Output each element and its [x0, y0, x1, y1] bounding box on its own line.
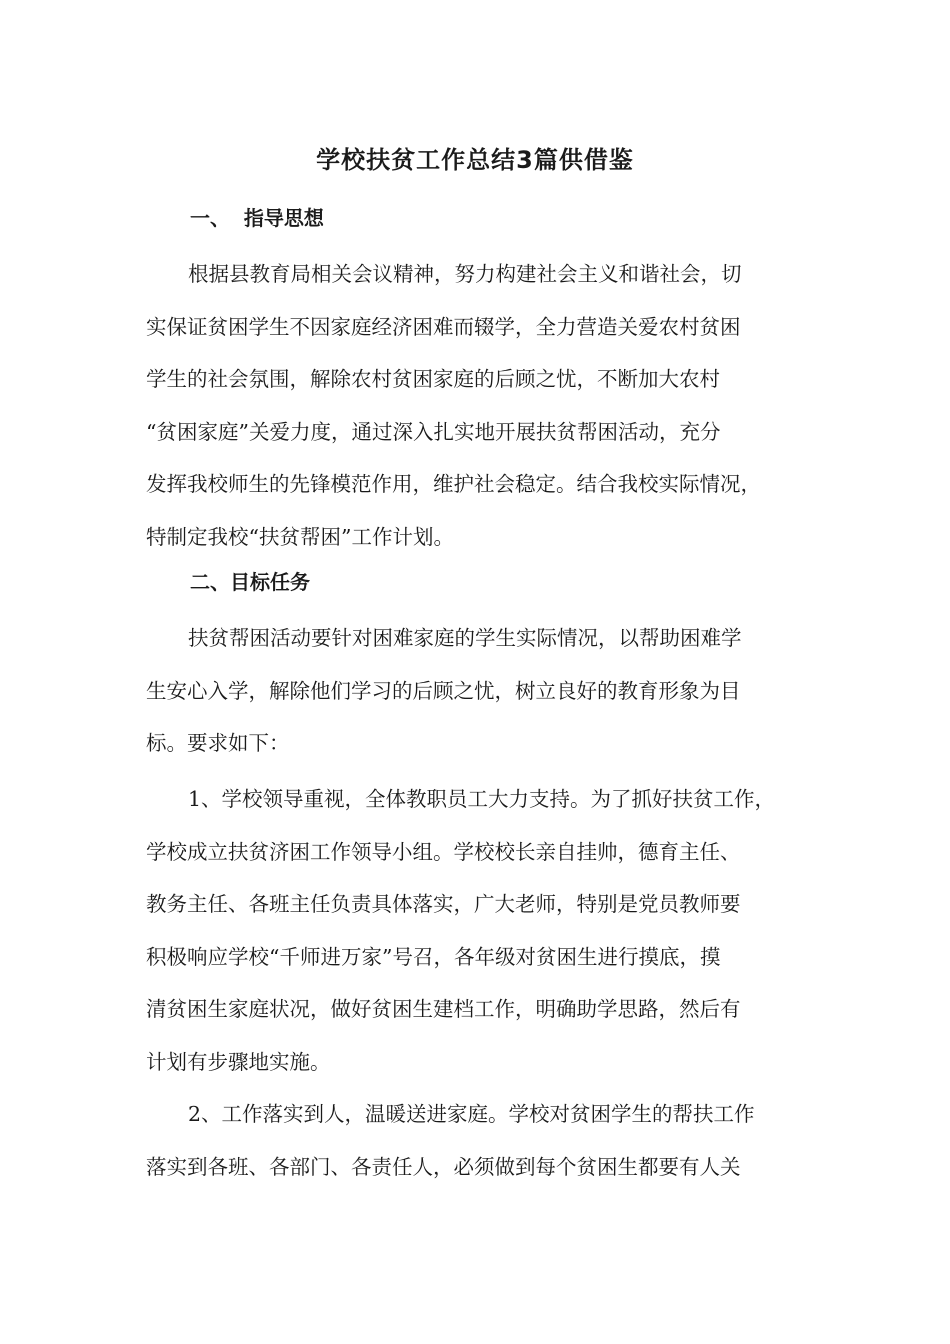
paragraph-line: 学生的社会氛围，解除农村贫困家庭的后顾之忧，不断加大农村: [146, 367, 720, 392]
paragraph-goals-intro: [146, 612, 816, 770]
section-heading-goals: 二、目标任务: [190, 570, 310, 594]
paragraph-line: 根据县教育局相关会议精神，努力构建社会主义和谐社会，切: [188, 262, 742, 286]
paragraph-guiding-ideology: [146, 248, 816, 564]
paragraph-line: 1、学校领导重视，全体教职员工大力支持。为了抓好扶贫工作，: [188, 787, 776, 811]
paragraph-item-1: [146, 773, 816, 1089]
section-heading-guiding-ideology: 一、 指导思想: [190, 206, 324, 230]
paragraph-line: 清贫困生家庭状况，做好贫困生建档工作，明确助学思路，然后有: [146, 997, 741, 1022]
paragraph-line: 计划有步骤地实施。: [146, 1049, 331, 1074]
paragraph-line: 发挥我校师生的先锋模范作用，维护社会稳定。结合我校实际情况，: [146, 472, 761, 497]
paragraph-line: 标。要求如下：: [146, 731, 290, 756]
paragraph-line: 学校成立扶贫济困工作领导小组。学校校长亲自挂帅，德育主任、: [146, 839, 741, 864]
document-title: 学校扶贫工作总结3篇供借鉴: [316, 146, 634, 174]
paragraph-line: “贫困家庭”关爱力度，通过深入扎实地开展扶贫帮困活动，充分: [146, 419, 721, 444]
paragraph-line: 扶贫帮困活动要针对困难家庭的学生实际情况，以帮助困难学: [188, 626, 742, 650]
paragraph-item-2: [146, 1088, 816, 1193]
paragraph-line: 教务主任、各班主任负责具体落实，广大老师，特别是党员教师要: [146, 892, 741, 917]
paragraph-line: 积极响应学校“千师进万家”号召，各年级对贫困生进行摸底，摸: [146, 944, 721, 969]
paragraph-line: 2、工作落实到人，温暖送进家庭。学校对贫困学生的帮扶工作: [188, 1102, 755, 1126]
paragraph-line: 生安心入学，解除他们学习的后顾之忧，树立良好的教育形象为目: [146, 678, 741, 703]
paragraph-line: 实保证贫困学生不因家庭经济困难而辍学，全力营造关爱农村贫困: [146, 314, 741, 339]
paragraph-line: 特制定我校“扶贫帮困”工作计划。: [146, 524, 454, 549]
paragraph-line: 落实到各班、各部门、各责任人，必须做到每个贫困生都要有人关: [146, 1154, 741, 1179]
